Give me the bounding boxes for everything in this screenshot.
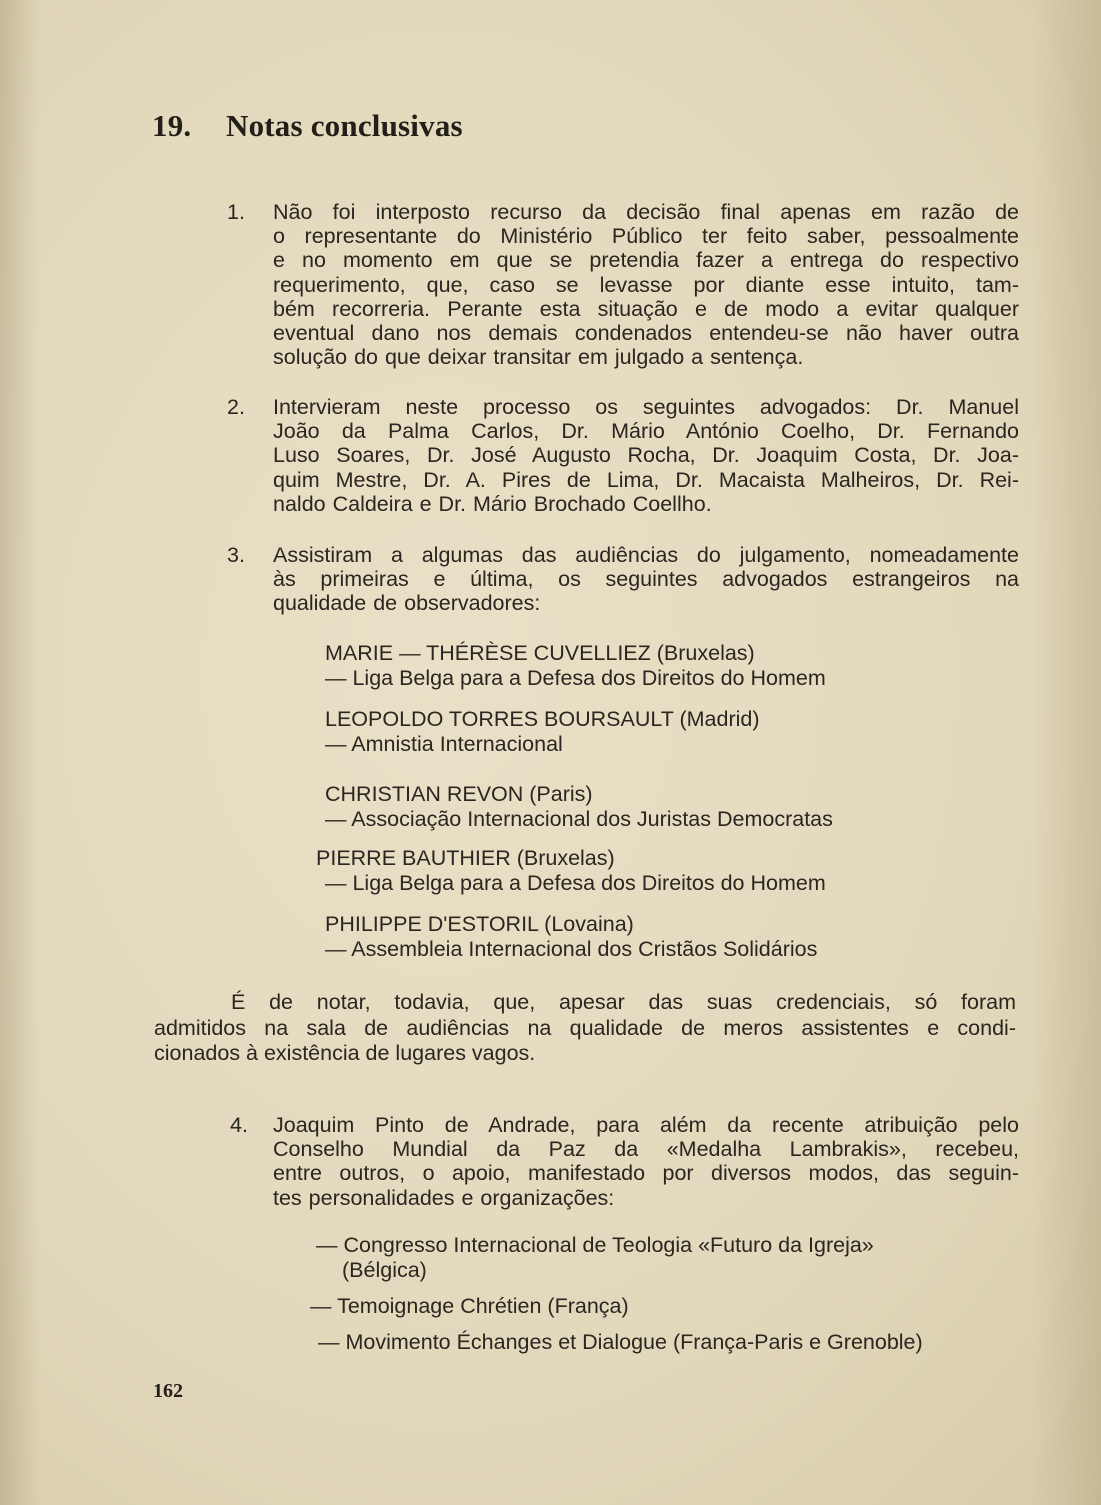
supporter-entry xyxy=(310,1294,629,1319)
note-line: admitidos na sala de audiências na qualidade de meros assistentes e condi- xyxy=(154,1015,1016,1040)
paragraph-line: quim Mestre, Dr. A. Pires de Lima, Dr. Macaista Malheiros, Dr. Rei- xyxy=(273,467,1019,492)
observer-name: CHRISTIAN REVON (Paris) xyxy=(325,782,593,806)
paragraph-line: Intervieram neste processo os seguintes advogados: Dr. Manuel xyxy=(273,395,1019,419)
note-paragraph xyxy=(154,990,1016,1067)
observer-name: PHILIPPE D'ESTORIL (Lovaina) xyxy=(325,912,634,936)
paragraph-3 xyxy=(227,543,1019,616)
paragraph-line: Joaquim Pinto de Andrade, para além da recente atribuição pelo xyxy=(273,1113,1019,1137)
supporter-entry xyxy=(318,1330,923,1355)
observer-organization: — Liga Belga para a Defesa dos Direitos do Homem xyxy=(325,871,826,895)
paragraph-4 xyxy=(230,1113,1019,1210)
supporter-line: — Temoignage Chrétien (França) xyxy=(310,1294,629,1318)
paragraph-line: entre outros, o apoio, manifestado por diversos modos, das seguin- xyxy=(273,1161,1019,1186)
paragraph-number: 4. xyxy=(230,1113,248,1137)
paragraph-line: qualidade de observadores: xyxy=(273,591,541,616)
observer-organization: — Associação Internacional dos Juristas Democratas xyxy=(325,807,833,831)
supporter-entry xyxy=(316,1233,874,1283)
observer-name: LEOPOLDO TORRES BOURSAULT (Madrid) xyxy=(325,707,760,731)
section-title: Notas conclusivas xyxy=(226,108,463,143)
observer-organization: — Amnistia Internacional xyxy=(325,732,563,756)
supporter-line: — Congresso Internacional de Teologia «Futuro da Igreja» xyxy=(316,1233,874,1257)
page-edge-shadow xyxy=(1031,0,1101,1505)
paragraph-line: às primeiras e última, os seguintes advogados estrangeiros na xyxy=(273,567,1019,592)
paragraph-line: bém recorreria. Perante esta situação e de modo a evitar qualquer xyxy=(273,296,1019,321)
paragraph-line: João da Palma Carlos, Dr. Mário António Coelho, Dr. Fernando xyxy=(273,419,1019,444)
observer-organization: — Liga Belga para a Defesa dos Direitos do Homem xyxy=(325,666,826,690)
observer-entry xyxy=(325,641,826,691)
paragraph-line: e no momento em que se pretendia fazer a entrega do respectivo xyxy=(273,248,1019,273)
observer-entry xyxy=(316,846,826,896)
section-number: 19. xyxy=(152,108,192,143)
note-line: É de notar, todavia, que, apesar das suas credenciais, só foram xyxy=(231,990,1016,1014)
section-heading xyxy=(152,108,463,144)
paragraph-line: requerimento, que, caso se levasse por diante esse intuito, tam- xyxy=(273,272,1019,297)
page-number: 162 xyxy=(153,1380,183,1402)
supporter-line: — Movimento Échanges et Dialogue (França-Paris e Grenoble) xyxy=(318,1330,923,1354)
observer-entry xyxy=(325,912,817,962)
observer-name: MARIE — THÉRÈSE CUVELLIEZ (Bruxelas) xyxy=(325,641,755,665)
paragraph-line: Não foi interposto recurso da decisão final apenas em razão de xyxy=(273,200,1019,224)
paragraph-line: eventual dano nos demais condenados entendeu-se não haver outra xyxy=(273,321,1019,346)
paragraph-line: tes personalidades e organizações: xyxy=(273,1185,615,1210)
observer-entry xyxy=(325,782,833,832)
paragraph-line: Assistiram a algumas das audiências do julgamento, nomeadamente xyxy=(273,543,1019,567)
paragraph-number: 1. xyxy=(227,200,245,224)
observer-entry xyxy=(325,707,760,757)
paragraph-line: naldo Caldeira e Dr. Mário Brochado Coellho. xyxy=(273,491,712,516)
paragraph-line: Luso Soares, Dr. José Augusto Rocha, Dr. Joaquim Costa, Dr. Joa- xyxy=(273,443,1019,468)
supporter-line: (Bélgica) xyxy=(342,1258,427,1282)
note-line: cionados à existência de lugares vagos. xyxy=(154,1041,536,1065)
page-spine-shadow xyxy=(0,0,40,1505)
paragraph-number: 2. xyxy=(227,395,245,419)
paragraph-2 xyxy=(227,395,1019,516)
paragraph-1 xyxy=(227,200,1019,370)
observer-organization: — Assembleia Internacional dos Cristãos Solidários xyxy=(325,937,818,961)
paragraph-line: solução do que deixar transitar em julgado a sentença. xyxy=(273,345,804,370)
paragraph-line: o representante do Ministério Público ter feito saber, pessoalmente xyxy=(273,224,1019,249)
observer-name: PIERRE BAUTHIER (Bruxelas) xyxy=(316,846,615,870)
paragraph-number: 3. xyxy=(227,543,245,567)
paragraph-line: Conselho Mundial da Paz da «Medalha Lambrakis», recebeu, xyxy=(273,1137,1019,1162)
